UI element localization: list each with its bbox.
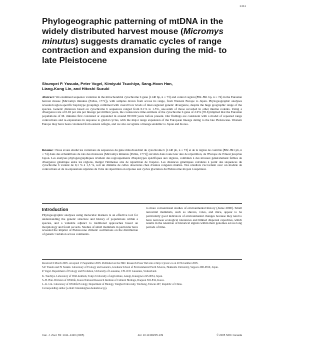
section-divider xyxy=(42,203,242,204)
title-part-1: Phylogeographic patterning of mtDNA in the widely distributed harvest mouse ( xyxy=(42,16,224,36)
affiliation-5: L.-K. Lin. Laboratory of Wildlife Ecology, Department of Biology, Tunghai University, Taichung, Taiwan 407, Republic of China. xyxy=(42,283,183,287)
footer-divider xyxy=(42,259,242,260)
authors-line-2: Liang-Kong Lin, and Hitoshi Suzuki xyxy=(42,85,110,91)
abstract-english xyxy=(42,96,242,127)
abstract-text: We examined sequence variation in the mitochondrial cytochrome b gene (1140 bp, n = 73) and control region (882–891 bp, n = 74) in the Eurasian harvest mouse (Micromys minutus (Pallas, 1771)), with samples drawn from across its range, from Western Europe to Japan. Phylogeographic analyses revealed region-specific haplotype groupings combined with overall low levels of inter-regional genetic divergence, despite the huge geographic range of the species. Genetic distances based on cytochrome b sequences ranged from 0.1% to 1.5%, one-tenth of those recorded in other murine rodents. Using a divergence rate of 0.02 per site per lineage per million years, the coalescence time estimate of the cytochrome b gene of 2.9% (±0.6) implied that the Eurasian populations of M. minutus first colonized or expanded in around 80 000 years before present. Our findings are consistent with a model of repeated range contractions and re-expansions in response to glacial cycles, with the major range expansion of the European lineage dating to the late Pleistocene. Western Europe may have been colonized from eastern refugia, and we also recognize a lineage endemic to Japan and Korea. xyxy=(42,95,242,126)
abstract-label: Abstract: xyxy=(42,95,55,99)
journal-bottom-bar xyxy=(42,334,242,337)
authors-line-1: Shumpei P. Yasuda, Peter Vogel, Kimiyuki Tsuchiya, Sang-Hoon Han, xyxy=(42,81,173,86)
introduction-heading: Introduction xyxy=(42,207,69,212)
received-note: Received 6 March 2005. Accepted 13 September 2005. Published on the NRC Research Press Web site at http://cjz.nrc.ca on 20 November 2005. xyxy=(42,262,199,265)
resume-text: Nous avons étudié les variations de séquences du gène mitochondrial du cytochrome b (1140 pb, n = 73) et de la région de contrôle (882–891 pb, n = 74) dans des échantillons de rats des moissons (Micromys minutus (Pallas, 1771)) récoltés dans toute leur aire de répartition, de l'Europe de l'Ouest jusqu'au Japon. Les analyses phylogéographiques révèlent des regroupements d'haplotypes spécifiques aux régions, combinés à des niveaux généralement faibles de divergence génétique entre les régions, malgré l'immense aire de répartition de l'espèce. Les distances génétiques calculées à partir des séquences du cytochrome b varient de 0,1 % à 1,5 %, soit un dixième de celles observées chez d'autres rongeurs murins. Nos résultats s'accordent avec un modèle de contractions et de ré-expansions répétées de l'aire de répartition en réponse aux cycles glaciaires du Pléistocène moyen à supérieur. xyxy=(42,148,242,172)
page-number: 1411 xyxy=(239,4,246,8)
introduction-left-column: Phylogeographic analyses using molecular markers is an effective tool for understanding the genetic structure and history of populations within a species, and a valuable adjunct to traditional approaches based on morphology and fossil records. Studies of small mammals in particular have revealed the imprint of Pleistocene climatic oscillations on the distribution of genetic variation across continents. xyxy=(42,213,138,237)
title-part-2: ) suggests dramatic cycles of range contraction and expansion during the mid- to late Pleistocene xyxy=(42,35,227,66)
article-title xyxy=(42,17,242,66)
doi: doi: 10.1139/Z05-139 xyxy=(137,334,164,337)
resume-label: Résumé : xyxy=(42,148,55,152)
copyright: © 2005 NRC Canada xyxy=(216,334,242,337)
corresponding-author: Corresponding author (e-mail: htsuzuki@ees.hokudai.ac.jp). xyxy=(42,287,108,291)
journal-citation: Can. J. Zool. 83: 1411–1420 (2005) xyxy=(42,334,85,337)
affiliation-4: S.-H. Han. Division of Wildlife, Korea National Research Institute of Cultural Heritage, Daejeon 302-834, Korea. xyxy=(42,278,165,282)
footnotes xyxy=(42,262,242,291)
affiliation-1: S.P. Yasuda and H. Suzuki. Laboratory of Ecology and Genetics, Graduate School of Environmental Earth Science, Hokkaido University, Sapporo 060-0810, Japan. xyxy=(42,266,219,270)
author-list xyxy=(42,82,242,92)
affiliation-3: K. Tsuchiya. Laboratory of Wild Animals, Tokyo University of Agriculture, Atsugi, Kanagawa 243-0034, Japan. xyxy=(42,274,163,278)
title-species: Micromys minutus xyxy=(42,25,224,46)
introduction-right-column: to more conventional studies of environmental history (Avise 2000). Small terrestrial mammals, such as shrews, voles, and mice, appear to be particularly good indicators of environmental changes because they tend to have narrower ecological tolerances and limited dispersal capacities, which results in the retention of historical signals within their genomes across long periods of time. xyxy=(146,206,242,230)
affiliation-2: P. Vogel. Department of Ecology and Evolution, University of Lausanne, CH-1015 Lausanne, Switzerland. xyxy=(42,270,157,274)
abstract-french xyxy=(42,149,242,172)
